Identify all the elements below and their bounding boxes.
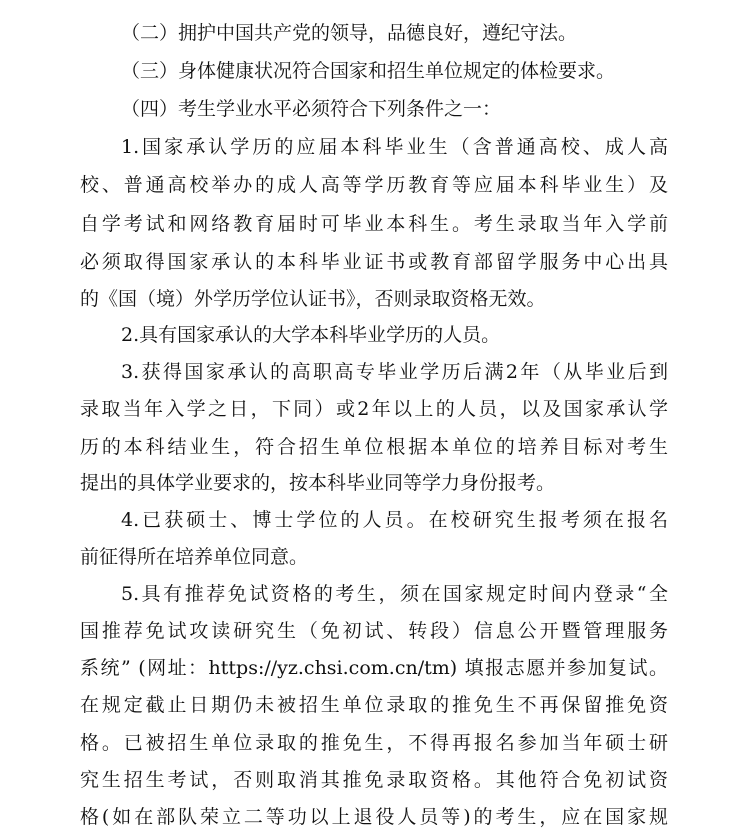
paragraph-line: 前征得所在培养单位同意。 bbox=[80, 546, 309, 568]
paragraph-line: 1.国家承认学历的应届本科毕业生（含普通高校、成人高 bbox=[121, 136, 668, 158]
paragraph-line: 提出的具体学业要求的，按本科毕业同等学力身份报考。 bbox=[80, 472, 556, 494]
paragraph-line: （四）考生学业水平必须符合下列条件之一： bbox=[121, 98, 502, 120]
paragraph-line: （三）身体健康状况符合国家和招生单位规定的体检要求。 bbox=[121, 60, 616, 82]
paragraph-line: 的《国（境）外学历学位认证书》，否则录取资格无效。 bbox=[80, 288, 546, 310]
paragraph-line: 2.具有国家承认的大学本科毕业学历的人员。 bbox=[121, 324, 501, 346]
paragraph-line: 录取当年入学之日，下同）或2年以上的人员，以及国家承认学 bbox=[80, 398, 668, 420]
paragraph-line: 格(如在部队荣立二等功以上退役人员等)的考生，应在国家规 bbox=[80, 806, 668, 828]
paragraph-line: 自学考试和网络教育届时可毕业本科生。考生录取当年入学前 bbox=[80, 213, 668, 235]
paragraph-line: 校、普通高校举办的成人高等学历教育等应届本科毕业生）及 bbox=[80, 174, 668, 196]
paragraph-line: 3.获得国家承认的高职高专毕业学历后满2年（从毕业后到 bbox=[121, 361, 668, 383]
paragraph-line: 究生招生考试，否则取消其推免录取资格。其他符合免初试资 bbox=[80, 769, 668, 791]
paragraph-line: （二）拥护中国共产党的领导，品德良好，遵纪守法。 bbox=[121, 22, 578, 44]
paragraph-line: 在规定截止日期仍未被招生单位录取的推免生不再保留推免资 bbox=[80, 694, 668, 716]
paragraph-line: 历的本科结业生，符合招生单位根据本单位的培养目标对考生 bbox=[80, 436, 668, 458]
paragraph-line: 4.已获硕士、博士学位的人员。在校研究生报考须在报名 bbox=[121, 509, 668, 531]
paragraph-line: 5.具有推荐免试资格的考生，须在国家规定时间内登录“全 bbox=[121, 583, 668, 605]
paragraph-line: 系统” (网址：https://yz.chsi.com.cn/tm) 填报志愿并参加复试。 bbox=[80, 657, 668, 679]
paragraph-line: 格。已被招生单位录取的推免生，不得再报名参加当年硕士研 bbox=[80, 732, 668, 754]
paragraph-line: 国推荐免试攻读研究生（免初试、转段）信息公开暨管理服务 bbox=[80, 620, 668, 642]
paragraph-line: 必须取得国家承认的本科毕业证书或教育部留学服务中心出具 bbox=[80, 251, 668, 273]
